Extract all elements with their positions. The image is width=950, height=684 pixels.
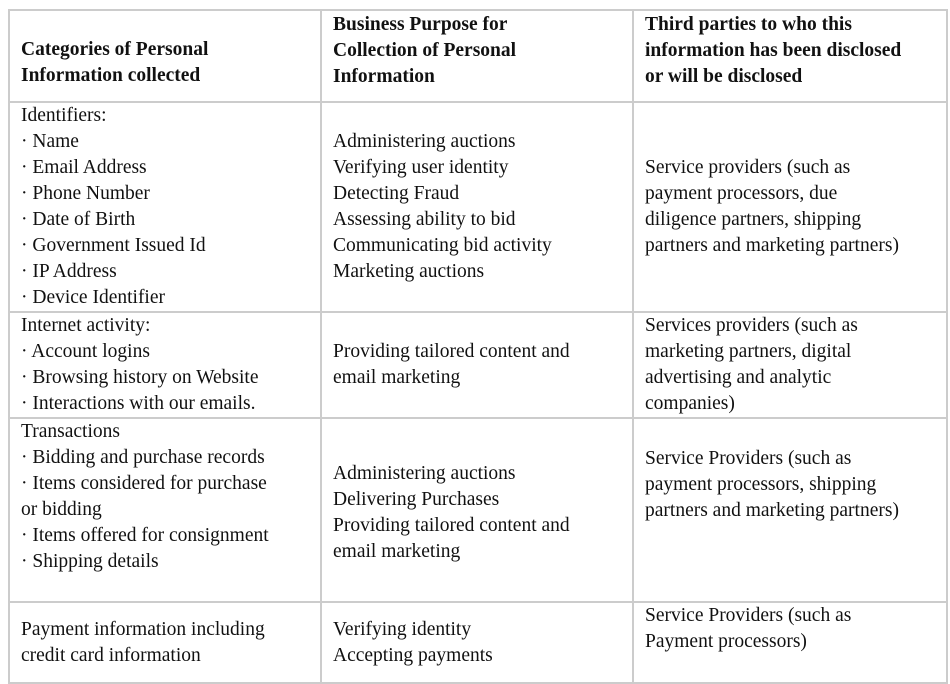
category-cell: [9, 102, 321, 312]
third-parties-cell: [633, 418, 947, 602]
category-item: or bidding: [21, 499, 102, 520]
purpose-item: Verifying identity: [333, 618, 472, 640]
category-cell: [9, 602, 321, 683]
category-title: Internet activity:: [21, 315, 151, 336]
purpose-item: Administering auctions: [333, 131, 516, 152]
third-party-line: companies): [645, 393, 735, 414]
category-item: · Date of Birth: [21, 209, 136, 230]
purpose-item: Marketing auctions: [333, 261, 485, 282]
header-line: Information: [333, 66, 435, 87]
purpose-item: Assessing ability to bid: [333, 209, 516, 230]
third-party-line: Payment processors): [645, 631, 807, 652]
purpose-cell: [321, 418, 633, 602]
purpose-cell: [321, 312, 633, 418]
table-row-transactions: [9, 418, 947, 602]
category-item: · Interactions with our emails.: [21, 393, 256, 414]
third-party-line: partners and marketing partners): [645, 235, 899, 256]
third-party-line: payment processors, shipping: [645, 474, 877, 495]
header-line: Business Purpose for: [333, 14, 508, 35]
category-item: · Browsing history on Website: [21, 367, 259, 388]
category-title: Identifiers:: [21, 105, 107, 126]
category-item: · Account logins: [21, 341, 150, 362]
header-line: information has been disclosed: [645, 40, 902, 61]
category-item: · Government Issued Id: [21, 235, 206, 256]
header-line: Information collected: [21, 65, 201, 86]
category-item: · Shipping details: [21, 551, 159, 572]
header-categories: [9, 10, 321, 102]
purpose-item: email marketing: [333, 541, 461, 562]
third-party-line: partners and marketing partners): [645, 500, 899, 521]
category-cell: [9, 312, 321, 418]
category-title: Transactions: [21, 421, 120, 442]
third-party-line: advertising and analytic: [645, 367, 832, 388]
header-business-purpose: [321, 10, 633, 102]
header-line: or will be disclosed: [645, 66, 803, 87]
table-row-payment-information: [9, 602, 947, 683]
purpose-item: Verifying user identity: [333, 157, 509, 178]
third-party-line: Service Providers (such as: [645, 448, 852, 469]
third-party-line: Service Providers (such as: [645, 605, 852, 626]
header-line: Third parties to who this: [645, 14, 852, 35]
third-parties-cell: [633, 602, 947, 683]
header-third-parties: [633, 10, 947, 102]
header-line: Collection of Personal: [333, 40, 517, 61]
purpose-cell: [321, 602, 633, 683]
purpose-item: Delivering Purchases: [333, 489, 500, 510]
category-item: · Items considered for purchase: [21, 473, 267, 494]
purpose-item: Providing tailored content and: [333, 515, 570, 536]
purpose-item: Accepting payments: [333, 644, 493, 666]
category-item: · Phone Number: [21, 183, 150, 204]
personal-information-table: [8, 9, 948, 684]
table-header-row: [9, 10, 947, 102]
purpose-item: email marketing: [333, 367, 461, 388]
category-item: · Device Identifier: [21, 287, 166, 308]
third-parties-cell: [633, 102, 947, 312]
header-line: Categories of Personal: [21, 39, 209, 60]
category-item: · Name: [21, 131, 79, 152]
purpose-item: Administering auctions: [333, 463, 516, 484]
purpose-item: Detecting Fraud: [333, 183, 460, 204]
third-party-line: payment processors, due: [645, 183, 838, 204]
table-row-internet-activity: [9, 312, 947, 418]
category-cell: [9, 418, 321, 602]
table-row-identifiers: [9, 102, 947, 312]
third-party-line: Service providers (such as: [645, 157, 851, 178]
third-party-line: marketing partners, digital: [645, 341, 852, 362]
third-party-line: diligence partners, shipping: [645, 209, 862, 230]
purpose-cell: [321, 102, 633, 312]
category-item: credit card information: [21, 644, 201, 666]
purpose-item: Providing tailored content and: [333, 341, 570, 362]
category-item: · Items offered for consignment: [21, 525, 269, 546]
third-party-line: Services providers (such as: [645, 315, 858, 336]
category-item: · Email Address: [21, 157, 147, 178]
purpose-item: Communicating bid activity: [333, 235, 552, 256]
category-item: · IP Address: [21, 261, 117, 282]
category-item: · Bidding and purchase records: [21, 447, 265, 468]
category-item: Payment information including: [21, 618, 265, 640]
third-parties-cell: [633, 312, 947, 418]
